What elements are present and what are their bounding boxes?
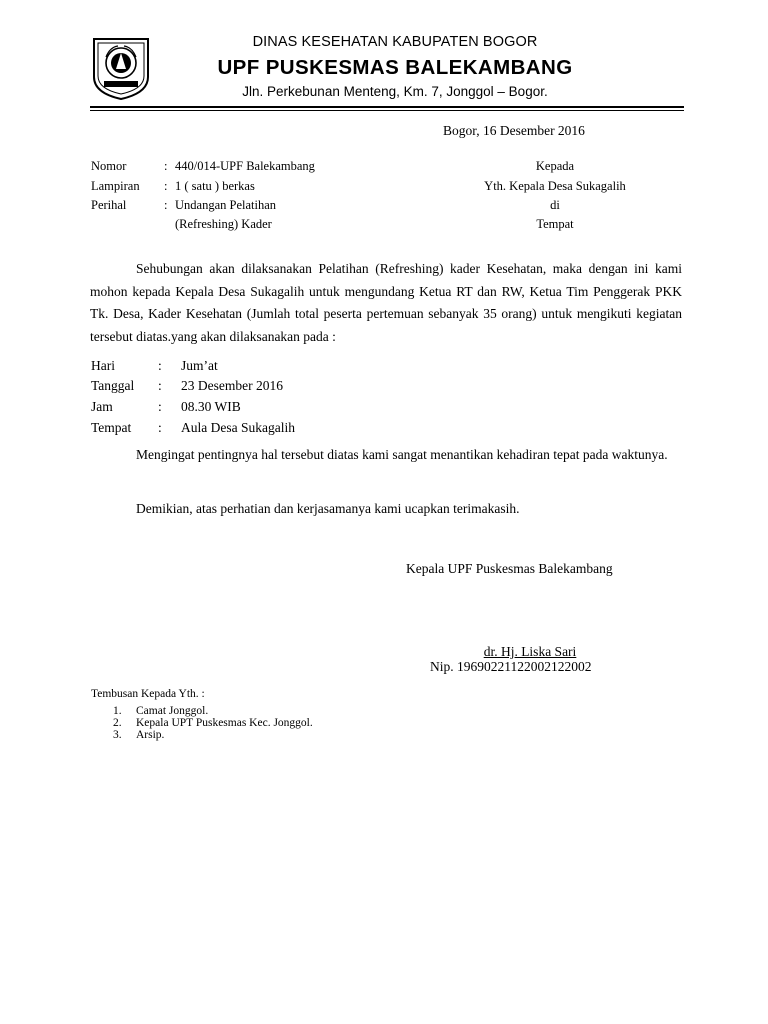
tanggal-colon: :	[158, 378, 162, 393]
signatory-title: Kepala UPF Puskesmas Balekambang	[406, 561, 613, 576]
cc-item-text: Camat Jonggol.	[136, 705, 209, 717]
jam-label: Jam	[91, 399, 113, 414]
lampiran-value: 1 ( satu ) berkas	[175, 179, 255, 193]
lampiran-colon: :	[164, 179, 168, 193]
tempat-value: Aula Desa Sukagalih	[181, 420, 295, 435]
hari-label: Hari	[91, 358, 115, 373]
perihal-label: Perihal	[91, 198, 127, 212]
cc-item-number: 1.	[113, 705, 122, 717]
tanggal-label: Tanggal	[91, 378, 135, 393]
institution-name: UPF PUSKESMAS BALEKAMBANG	[217, 56, 573, 79]
hari-value: Jum’at	[181, 358, 218, 373]
body-paragraph-3	[90, 498, 682, 521]
jam-value: 08.30 WIB	[181, 399, 241, 414]
body-paragraph-1	[90, 258, 682, 348]
regency-crest-icon	[90, 33, 152, 101]
agency-name: DINAS KESEHATAN KABUPATEN BOGOR	[252, 34, 538, 50]
body-paragraph-2	[90, 444, 682, 467]
recipient-line1: Kepada	[535, 159, 575, 173]
perihal-value-line1: Undangan Pelatihan	[175, 198, 277, 212]
cc-item-number: 2.	[113, 717, 122, 729]
recipient-line2: Yth. Kepala Desa Sukagalih	[484, 179, 626, 193]
letter-date: Bogor, 16 Desember 2016	[443, 123, 585, 138]
header-divider-thin	[90, 110, 684, 111]
body-paragraph-3-text: Demikian, atas perhatian dan kerjasamanya kami ucapkan terimakasih.	[136, 501, 520, 516]
tempat-label: Tempat	[91, 420, 132, 435]
nomor-value: 440/014-UPF Balekambang	[175, 159, 315, 173]
cc-item-text: Kepala UPT Puskesmas Kec. Jonggol.	[136, 717, 313, 729]
nomor-label: Nomor	[91, 159, 127, 173]
recipient-line4: Tempat	[536, 217, 574, 231]
cc-item-number: 3.	[113, 729, 122, 741]
hari-colon: :	[158, 358, 162, 373]
institution-address: Jln. Perkebunan Menteng, Km. 7, Jonggol – Bogor.	[242, 84, 548, 99]
body-paragraph-1-text: Sehubungan akan dilaksanakan Pelatihan (Refreshing) kader Kesehatan, maka dengan ini kami mohon kepada Kepala Desa Sukagalih untuk mengundang Ketua RT dan RW, Ketua Tim Penggerak PKK Tk. Desa, Kader Kesehatan (Jumlah total peserta pertemuan sebanyak 35 orang) untuk mengikuti kegiatan tersebut diatas.yang akan dilaksanakan pada :	[90, 261, 682, 344]
perihal-colon: :	[164, 198, 168, 212]
tanggal-value: 23 Desember 2016	[181, 378, 283, 393]
cc-item-text: Arsip.	[136, 729, 165, 741]
recipient-line3: di	[550, 198, 560, 212]
perihal-value-line2: (Refreshing) Kader	[175, 217, 272, 231]
signatory-name: dr. Hj. Liska Sari	[483, 644, 577, 659]
body-paragraph-2-text: Mengingat pentingnya hal tersebut diatas kami sangat menantikan kehadiran tepat pada waktunya.	[136, 447, 668, 462]
tempat-colon: :	[158, 420, 162, 435]
cc-title: Tembusan Kepada Yth. :	[91, 688, 205, 700]
jam-colon: :	[158, 399, 162, 414]
lampiran-label: Lampiran	[91, 179, 140, 193]
header-divider-thick	[90, 106, 684, 108]
signatory-nip: Nip. 19690221122002122002	[430, 659, 592, 674]
nomor-colon: :	[164, 159, 168, 173]
